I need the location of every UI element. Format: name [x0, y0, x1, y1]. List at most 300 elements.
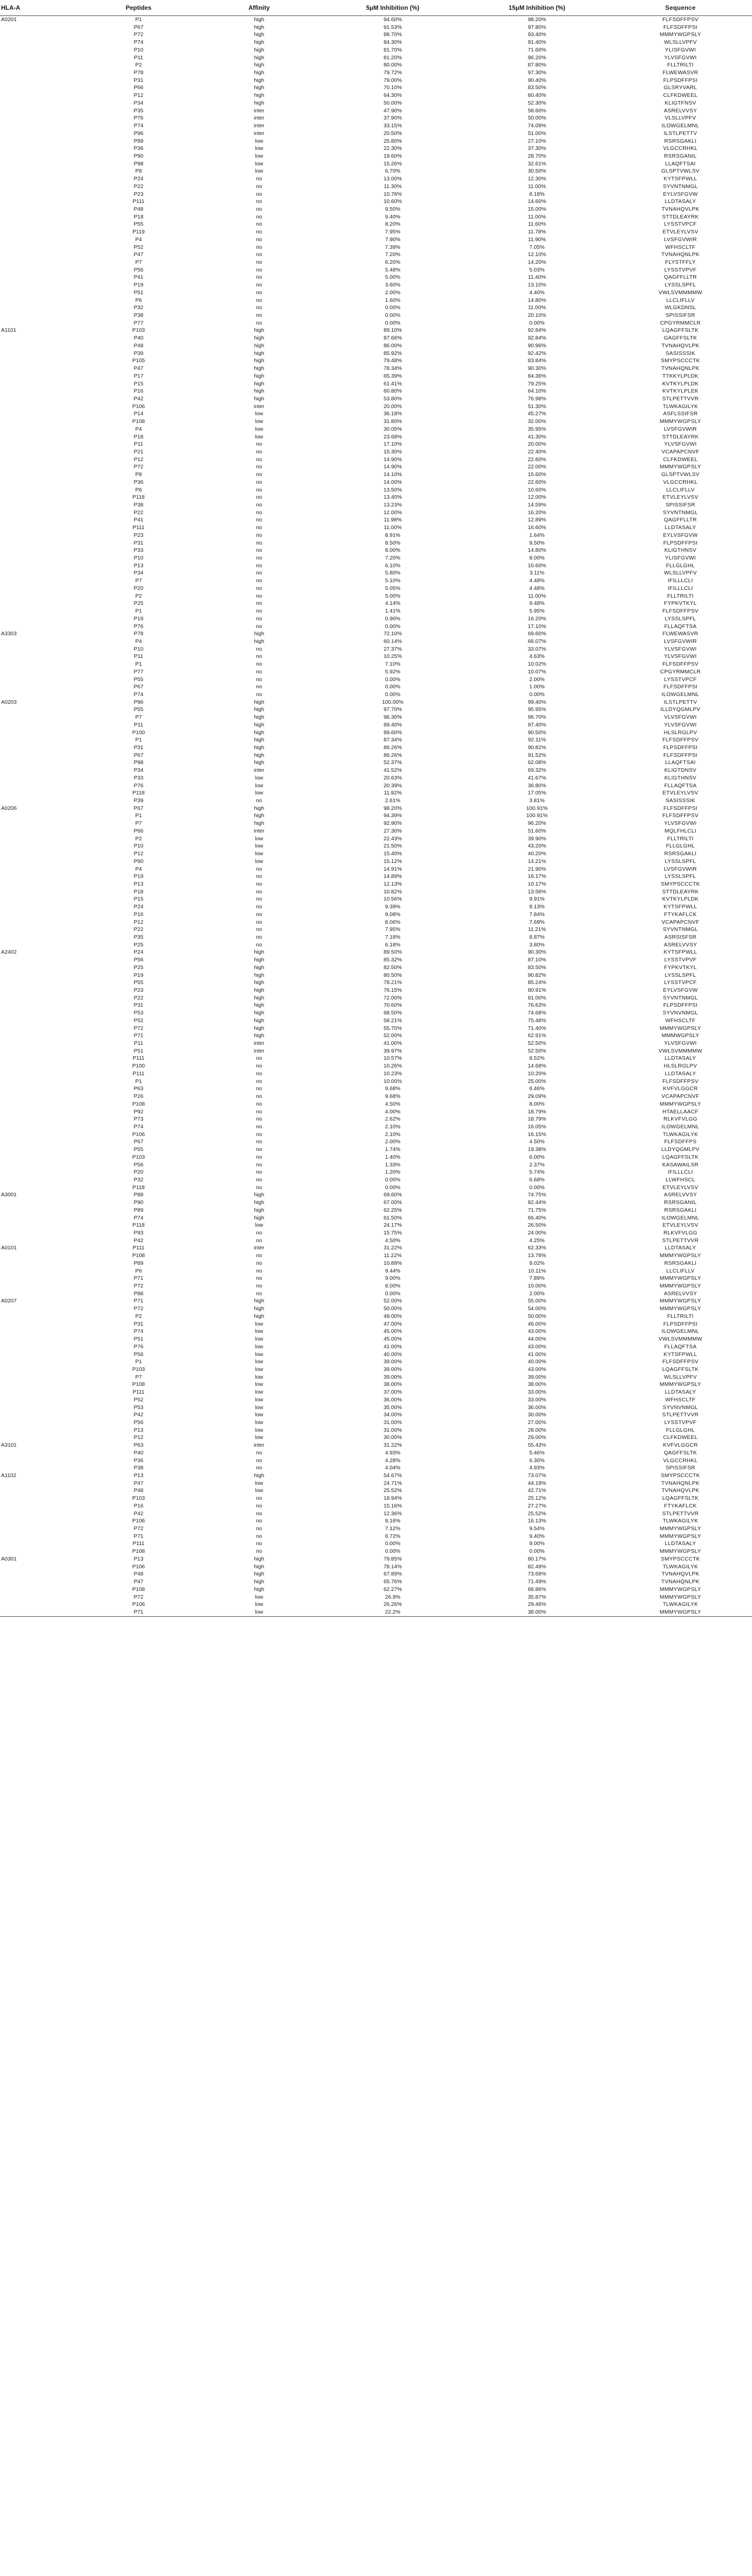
- inhibition-15um: 33.00%: [527, 1389, 546, 1396]
- peptide-id: P72: [133, 1283, 144, 1290]
- affinity: high: [254, 1010, 264, 1016]
- affinity: no: [256, 282, 262, 289]
- sequence: RSRSGAKLI: [664, 138, 697, 144]
- affinity: high: [254, 1032, 264, 1039]
- inhibition-5um: 7.90%: [385, 236, 401, 243]
- peptide-id: P108: [132, 418, 145, 425]
- table-row: [0, 418, 752, 426]
- peptide-id: P31: [133, 539, 144, 546]
- peptide-id: P7: [135, 820, 142, 827]
- inhibition-15um: 10.60%: [527, 562, 546, 569]
- sequence: LLCLIFLLV: [666, 1267, 695, 1274]
- hla-allotype: [0, 729, 78, 737]
- peptide-id: P118: [132, 1222, 145, 1229]
- sequence: TVNAHQNLPK: [661, 1579, 700, 1585]
- inhibition-5um: 12.00%: [383, 509, 402, 516]
- sequence: TVNAHQVLPK: [661, 1487, 699, 1494]
- inhibition-15um: 8.13%: [529, 904, 545, 910]
- table-row: [0, 1320, 752, 1328]
- affinity: high: [254, 1571, 264, 1578]
- table-row: [0, 1510, 752, 1518]
- inhibition-5um: 37.90%: [383, 115, 402, 122]
- hla-allotype: [0, 888, 78, 896]
- inhibition-15um: 22.60%: [527, 479, 546, 485]
- table-row: [0, 752, 752, 759]
- affinity: no: [256, 676, 262, 683]
- peptide-id: P55: [133, 979, 144, 986]
- inhibition-5um: 8.16%: [385, 1518, 401, 1524]
- inhibition-5um: 17.10%: [383, 441, 402, 448]
- affinity: high: [254, 350, 264, 357]
- inhibition-15um: 5.95%: [529, 608, 545, 615]
- inhibition-5um: 15.16%: [383, 1502, 402, 1509]
- peptide-id: P4: [135, 236, 142, 243]
- hla-allotype: [0, 638, 78, 646]
- affinity: high: [254, 342, 264, 349]
- hla-allotype: [0, 1009, 78, 1017]
- table-row: [0, 1093, 752, 1100]
- hla-allotype: [0, 1131, 78, 1139]
- affinity: no: [256, 934, 262, 940]
- table-row: [0, 1222, 752, 1229]
- peptide-id: P47: [133, 365, 144, 372]
- peptide-id: P48: [133, 206, 144, 212]
- inhibition-5um: 8.00%: [385, 1283, 401, 1290]
- sequence: SMYPSCCCTK: [661, 880, 700, 887]
- sequence: MMMYWGPSLY: [659, 1381, 702, 1388]
- hla-allotype: [0, 660, 78, 668]
- inhibition-5um: 9.50%: [385, 206, 401, 212]
- inhibition-5um: 38.00%: [383, 1381, 402, 1388]
- inhibition-15um: 97.30%: [527, 70, 546, 76]
- table-row: [0, 1237, 752, 1245]
- inhibition-15um: 16.13%: [527, 1518, 546, 1524]
- table-row: [0, 1297, 752, 1305]
- hla-allotype: [0, 1100, 78, 1108]
- affinity: high: [254, 24, 264, 30]
- hla-allotype: [0, 1290, 78, 1298]
- peptide-id: P51: [133, 1336, 144, 1343]
- sequence: FLFSDFFPS: [664, 1139, 697, 1145]
- sequence: LLDTASALY: [664, 1389, 696, 1396]
- inhibition-5um: 1.41%: [385, 608, 401, 615]
- inhibition-15um: 28.00%: [527, 1427, 546, 1433]
- hla-allotype: [0, 919, 78, 926]
- sequence: VLVSFGVWI: [664, 714, 697, 721]
- col-header-5um: 5μM Inhibition (%): [319, 0, 466, 16]
- hla-allotype: [0, 206, 78, 213]
- inhibition-15um: 11.00%: [528, 304, 546, 311]
- inhibition-15um: 7.84%: [529, 911, 545, 918]
- table-row: [0, 835, 752, 843]
- peptide-id: P118: [132, 1184, 145, 1191]
- inhibition-5um: 14.91%: [383, 866, 402, 872]
- affinity: no: [256, 1078, 262, 1084]
- sequence: VLSLLVPFV: [664, 115, 696, 122]
- sequence: LLCLIFLLV: [666, 486, 695, 493]
- inhibition-15um: 11.00%: [528, 183, 546, 190]
- sequence: FLFSDFFPSV: [662, 737, 699, 743]
- hla-allotype: [0, 721, 78, 729]
- hla-allotype: [0, 744, 78, 752]
- affinity: low: [255, 774, 263, 781]
- table-row: [0, 729, 752, 737]
- col-header-peptides: Peptides: [78, 0, 199, 16]
- affinity: low: [199, 1608, 319, 1616]
- peptide-id: P19: [133, 282, 144, 289]
- peptide-id: P67: [133, 24, 144, 30]
- hla-allotype: [0, 1594, 78, 1601]
- table-row: [0, 297, 752, 304]
- inhibition-5um: 26.26%: [383, 1601, 402, 1608]
- inhibition-5um: 15.12%: [383, 858, 402, 865]
- sequence: LLAQFTSAI: [665, 160, 696, 167]
- table-row: [0, 54, 752, 62]
- inhibition-15um: 12.89%: [527, 517, 546, 523]
- inhibition-5um: 68.50%: [383, 1010, 402, 1016]
- inhibition-5um: 5.00%: [385, 274, 401, 281]
- peptide-id: P76: [133, 782, 144, 789]
- table-row: [0, 486, 752, 494]
- table-row: [0, 1138, 752, 1146]
- inhibition-5um: 25.52%: [383, 1487, 402, 1494]
- affinity: no: [256, 486, 262, 493]
- affinity: high: [254, 388, 264, 395]
- inhibition-15um: 9.50%: [529, 539, 545, 546]
- peptide-id: P72: [133, 1526, 144, 1532]
- table-row: [0, 911, 752, 919]
- inhibition-5um: 14.00%: [383, 479, 402, 485]
- affinity: low: [255, 1427, 263, 1433]
- peptide-id: P23: [133, 532, 144, 538]
- table-row: [0, 1366, 752, 1374]
- sequence: LYSSTVPVF: [664, 957, 697, 963]
- table-row: [0, 1070, 752, 1078]
- hla-allotype: [0, 426, 78, 433]
- table-row: [0, 1305, 752, 1313]
- sequence: ILOWGELMNL: [661, 1123, 699, 1130]
- peptide-id: P13: [133, 1555, 144, 1562]
- peptide-id: P32: [133, 304, 144, 311]
- hla-allotype: [0, 24, 78, 31]
- table-row: [0, 274, 752, 281]
- table-row: [0, 46, 752, 54]
- affinity: no: [256, 691, 262, 698]
- hla-allotype: [0, 1047, 78, 1055]
- inhibition-15um: 52.50%: [527, 1047, 546, 1054]
- inhibition-15um: 0.00%: [529, 691, 545, 698]
- hla-allotype: [0, 987, 78, 994]
- inhibition-5um: 1.33%: [385, 1161, 401, 1168]
- affinity: inter: [253, 827, 265, 834]
- sequence: FLLTRILTI: [667, 592, 694, 599]
- sequence: GLSPTVWLSV: [661, 471, 700, 478]
- inhibition-15um: 28.70%: [527, 152, 546, 159]
- table-row: [0, 1062, 752, 1070]
- affinity: low: [255, 1434, 263, 1441]
- sequence: FLFSDFFPSV: [662, 1359, 699, 1365]
- affinity: no: [256, 1449, 262, 1456]
- peptide-id: P71: [133, 1275, 144, 1282]
- inhibition-5um: 87.34%: [383, 737, 402, 743]
- inhibition-15um: 80.91%: [527, 987, 546, 993]
- affinity: no: [256, 1184, 262, 1191]
- affinity: no: [256, 1290, 262, 1297]
- hla-allotype: [0, 676, 78, 684]
- table-row: [0, 1594, 752, 1601]
- inhibition-15um: 2.00%: [529, 676, 545, 683]
- inhibition-15um: 14.80%: [527, 297, 546, 303]
- sequence: TLWKAGILYK: [662, 1563, 698, 1570]
- inhibition-5um: 24.17%: [383, 1222, 402, 1229]
- sequence: TVNAHQNLPK: [661, 1480, 700, 1486]
- table-row: [0, 342, 752, 350]
- inhibition-15um: 15.60%: [527, 471, 546, 478]
- peptide-id: P6: [135, 297, 142, 303]
- hla-allotype: [0, 873, 78, 880]
- inhibition-5um: 89.50%: [383, 949, 402, 956]
- table-row: [0, 1570, 752, 1578]
- inhibition-15um: 92.11%: [528, 737, 546, 743]
- peptide-id: P106: [132, 1518, 145, 1524]
- sequence: IFILLLCLI: [668, 585, 693, 591]
- table-row: [0, 433, 752, 441]
- hla-allotype: [0, 471, 78, 479]
- inhibition-5um: 7.20%: [385, 251, 401, 258]
- hla-allotype: [0, 130, 78, 138]
- hla-allotype: [0, 114, 78, 122]
- hla-allotype: [0, 1533, 78, 1540]
- peptide-id: P16: [133, 911, 144, 918]
- inhibition-5um: 70.60%: [383, 1002, 402, 1009]
- affinity: no: [256, 509, 262, 516]
- table-row: [0, 759, 752, 767]
- table-row: [0, 1085, 752, 1093]
- inhibition-15um: 91.52%: [527, 752, 546, 758]
- sequence: HLSLRGLPV: [663, 1063, 697, 1070]
- peptide-id: P36: [133, 1457, 144, 1464]
- sequence: RLKVFVLGG: [663, 1230, 697, 1236]
- hla-allotype: [0, 1115, 78, 1123]
- peptide-id: P119: [132, 229, 145, 235]
- inhibition-5um: 13.00%: [383, 176, 402, 182]
- peptide-id: P100: [132, 1063, 145, 1070]
- hla-allotype: [0, 1313, 78, 1320]
- sequence: MMMYWGPSLY: [659, 464, 702, 470]
- affinity: low: [255, 433, 263, 440]
- sequence: STTDLEAYRK: [662, 888, 699, 895]
- inhibition-15um: 0.00%: [529, 1184, 545, 1191]
- inhibition-15um: 75.48%: [527, 1017, 546, 1024]
- sequence: VCAPAPCNVF: [661, 1093, 699, 1100]
- inhibition-15um: 10.17%: [527, 880, 546, 887]
- sequence: FLFSDFFPSI: [663, 805, 697, 811]
- inhibition-15um: 0.00%: [529, 319, 545, 326]
- inhibition-15um: 76.63%: [527, 1002, 546, 1009]
- sequence: TLWKAGILYK: [662, 1131, 698, 1138]
- affinity: no: [256, 1495, 262, 1502]
- inhibition-15um: 66.07%: [527, 638, 546, 645]
- inhibition-15um: 25.00%: [527, 1078, 546, 1084]
- inhibition-5um: 14.10%: [383, 471, 402, 478]
- sequence: LLDTASALY: [664, 524, 696, 531]
- peptide-id: P111: [132, 1055, 145, 1062]
- affinity: no: [256, 1070, 262, 1077]
- inhibition-15um: 2.00%: [529, 1290, 545, 1297]
- table-row: [0, 99, 752, 107]
- hla-allotype: [0, 1199, 78, 1207]
- table-row: [0, 1199, 752, 1207]
- inhibition-5um: 31.80%: [383, 418, 402, 425]
- affinity: no: [256, 319, 262, 326]
- peptide-id: P74: [133, 1214, 144, 1221]
- table-row: [0, 357, 752, 365]
- sequence: TVNAHQVLPK: [661, 206, 699, 212]
- sequence: WFHSCLTF: [665, 1017, 696, 1024]
- sequence: CLFKDWEEL: [663, 1434, 698, 1441]
- affinity: low: [255, 1480, 263, 1486]
- sequence: FLFSDFFPSV: [662, 812, 699, 819]
- affinity: no: [256, 547, 262, 554]
- peptide-id: P23: [133, 191, 144, 197]
- inhibition-5um: 2.00%: [385, 289, 401, 296]
- inhibition-15um: 5.46%: [529, 1449, 545, 1456]
- inhibition-15um: 100.91%: [526, 805, 548, 811]
- hla-allotype: [0, 494, 78, 501]
- inhibition-5um: 15.30%: [383, 448, 402, 455]
- sequence: FLPSDFFPSI: [663, 77, 698, 83]
- hla-allotype: [0, 547, 78, 554]
- peptide-id: P74: [133, 1328, 144, 1335]
- hla-allotype: A0101: [1, 1245, 17, 1251]
- peptide-id: P74: [133, 123, 144, 129]
- peptide-id: P111: [132, 1540, 145, 1547]
- affinity: low: [255, 1381, 263, 1388]
- sequence: RLKVFVLGG: [663, 1116, 697, 1123]
- affinity: low: [255, 411, 263, 417]
- inhibition-15um: 37.30%: [527, 145, 546, 152]
- inhibition-15um: 52.30%: [527, 99, 546, 106]
- table-row: [0, 1078, 752, 1086]
- peptide-id: P41: [133, 517, 144, 523]
- peptide-id: P67: [133, 752, 144, 758]
- inhibition-15um: 83.84%: [527, 358, 546, 364]
- affinity: no: [256, 532, 262, 538]
- table-row: [0, 191, 752, 198]
- inhibition-15um: 4.40%: [529, 289, 545, 296]
- table-row: [0, 941, 752, 949]
- peptide-id: P72: [133, 31, 144, 38]
- sequence: FLWEWASVR: [662, 70, 698, 76]
- peptide-id: P47: [133, 1480, 144, 1486]
- inhibition-5um: 47.00%: [383, 1320, 402, 1327]
- inhibition-5um: 14.90%: [383, 456, 402, 463]
- affinity: high: [254, 70, 264, 76]
- peptide-id: P72: [133, 1306, 144, 1312]
- hla-allotype: A2402: [1, 949, 17, 956]
- peptide-id: P7: [135, 714, 142, 721]
- inhibition-15um: 4.50%: [529, 1139, 545, 1145]
- affinity: no: [256, 873, 262, 880]
- inhibition-15um: 73.68%: [527, 1571, 546, 1578]
- peptide-id: P1: [135, 1078, 142, 1084]
- peptide-id: P40: [133, 1449, 144, 1456]
- peptide-id: P39: [133, 798, 144, 804]
- peptide-id: P34: [133, 99, 144, 106]
- inhibition-15um: 82.49%: [527, 1563, 546, 1570]
- peptide-id: P4: [135, 866, 142, 872]
- inhibition-5um: 89.60%: [383, 729, 402, 736]
- inhibition-15um: 14.68%: [527, 1063, 546, 1070]
- hla-allotype: [0, 880, 78, 888]
- inhibition-15um: 8.87%: [529, 934, 545, 940]
- hla-allotype: [0, 842, 78, 850]
- hla-allotype: [0, 607, 78, 615]
- peptide-id: P15: [133, 896, 144, 903]
- sequence: KVTKYLPLDK: [662, 896, 699, 903]
- table-row: [0, 956, 752, 964]
- table-row: [0, 547, 752, 554]
- affinity: no: [256, 266, 262, 273]
- table-row: [0, 122, 752, 130]
- peptide-id: P118: [132, 790, 145, 796]
- sequence: WFHSCLTF: [665, 244, 696, 250]
- table-row: [0, 919, 752, 926]
- hla-allotype: [0, 372, 78, 380]
- peptide-id: P22: [133, 926, 144, 933]
- table-row: [0, 1388, 752, 1396]
- inhibition-5um: 5.05%: [385, 585, 401, 591]
- affinity: low: [255, 1396, 263, 1403]
- sequence: ILOWGELMNL: [661, 1214, 699, 1221]
- hla-allotype: [0, 789, 78, 797]
- hla-allotype: [0, 380, 78, 388]
- inhibition-5um: 33.15%: [383, 123, 402, 129]
- peptide-id: P106: [132, 1131, 145, 1138]
- sequence: SYVNTNMGL: [662, 183, 698, 190]
- inhibition-5um: 14.89%: [383, 873, 402, 880]
- sequence: KLIGTHNSV: [664, 547, 697, 554]
- inhibition-5um: 2.61%: [385, 798, 401, 804]
- inhibition-15um: 8.18%: [529, 191, 545, 197]
- table-row: [0, 92, 752, 99]
- inhibition-5um: 22.2%: [319, 1608, 466, 1616]
- sequence: WLSLLVPFV: [664, 570, 697, 577]
- hla-allotype: [0, 410, 78, 418]
- inhibition-15um: 90.30%: [527, 365, 546, 372]
- peptide-id: P106: [132, 1601, 145, 1608]
- sequence: FLFSDFFPSV: [662, 608, 699, 615]
- table-row: [0, 736, 752, 744]
- inhibition-15um: 7.05%: [529, 244, 545, 250]
- inhibition-15um: 8.00%: [529, 555, 545, 562]
- affinity: low: [255, 418, 263, 425]
- affinity: no: [256, 608, 262, 615]
- peptide-id: P42: [133, 1237, 144, 1244]
- inhibition-15um: 39.00%: [527, 1374, 546, 1380]
- affinity: no: [256, 904, 262, 910]
- peptide-id: P96: [133, 130, 144, 137]
- sequence: TVNAHQVLPK: [661, 1571, 699, 1578]
- affinity: no: [256, 1055, 262, 1062]
- inhibition-15um: 16.60%: [527, 524, 546, 531]
- inhibition-15um: 11.00%: [528, 592, 546, 599]
- affinity: no: [256, 206, 262, 212]
- inhibition-15um: 6.30%: [529, 1457, 545, 1464]
- inhibition-15um: 90.82%: [527, 972, 546, 978]
- sequence: LVSFGVWIR: [664, 236, 697, 243]
- peptide-id: P31: [133, 1320, 144, 1327]
